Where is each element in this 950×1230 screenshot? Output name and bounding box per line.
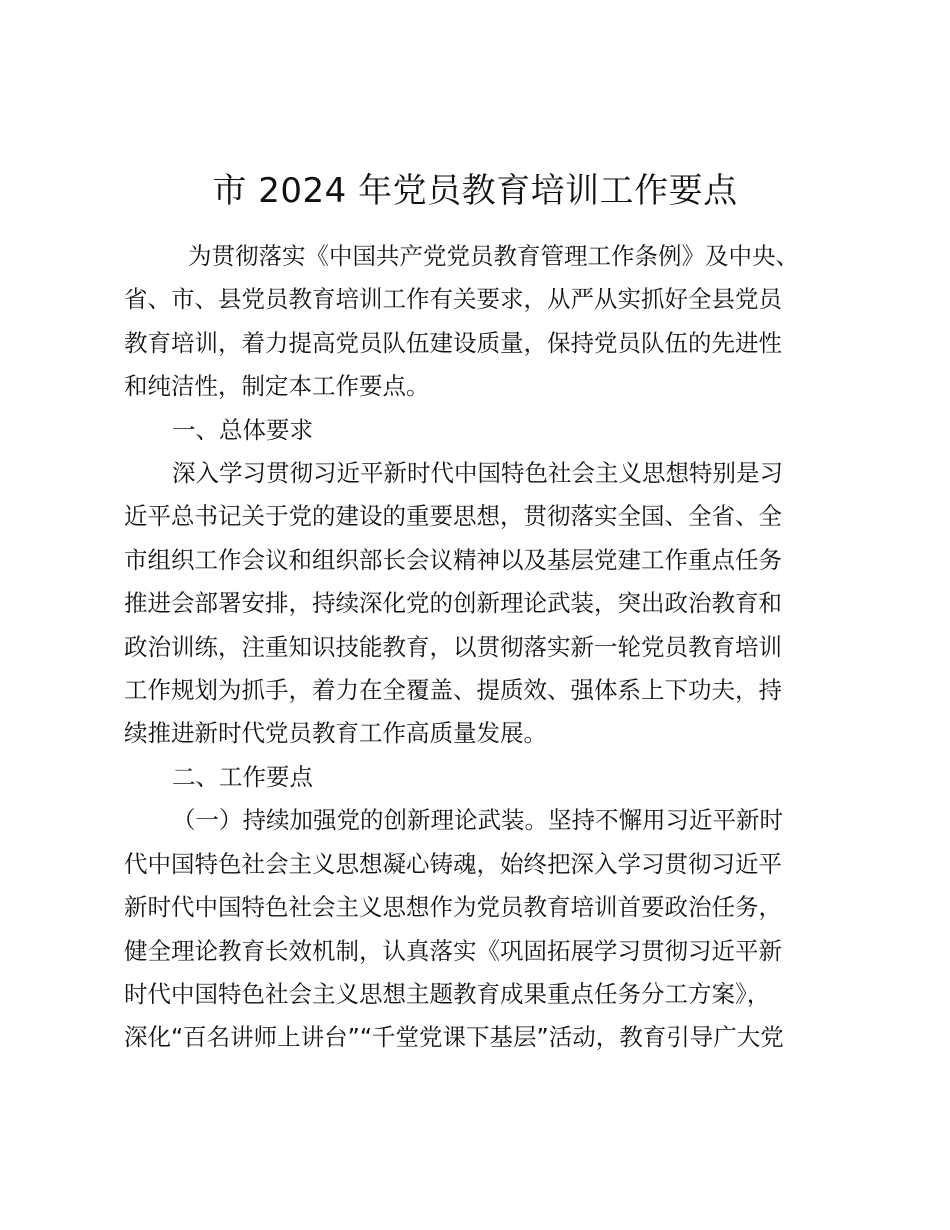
text-line: 健全理论教育长效机制，认真落实《巩固拓展学习贯彻习近平新 (124, 936, 782, 965)
text-line: 为贯彻落实《中国共产党党员教育管理工作条例》及中央、 (188, 242, 799, 270)
body-paragraph (124, 452, 824, 756)
intro-paragraph (124, 235, 824, 409)
body-paragraph (124, 799, 824, 1059)
text-line: （一）持续加强党的创新理论武装。坚持不懈用习近平新时 (172, 806, 783, 835)
text-line: 一、总体要求 (172, 415, 313, 444)
text-line: 续推进新时代党员教育工作高质量发展。 (124, 719, 547, 748)
text-line: 深化“百名讲师上讲台”“千堂党课下基层”活动，教育引导广大党 (124, 1023, 784, 1052)
text-line: 深入学习贯彻习近平新时代中国特色社会主义思想特别是习 (172, 459, 783, 488)
section-heading (124, 756, 824, 799)
text-line: 二、工作要点 (172, 762, 313, 791)
text-line: 推进会部署安排，持续深化党的创新理论武装，突出政治教育和 (124, 589, 782, 618)
text-line: 和纯洁性，制定本工作要点。 (124, 372, 430, 401)
text-line: 省、市、县党员教育培训工作有关要求，从严从实抓好全县党员 (124, 285, 782, 314)
text-line: 代中国特色社会主义思想凝心铸魂，始终把深入学习贯彻习近平 (124, 849, 782, 878)
text-line: 教育培训，着力提高党员队伍建设质量，保持党员队伍的先进性 (124, 328, 782, 357)
text-line: 政治训练，注重知识技能教育，以贯彻落实新一轮党员教育培训 (124, 632, 782, 661)
text-line: 新时代中国特色社会主义思想作为党员教育培训首要政治任务， (124, 893, 782, 922)
document-body (124, 235, 824, 1060)
section-heading (124, 409, 824, 452)
document-title: 市 2024 年党员教育培训工作要点 (212, 171, 738, 211)
text-line: 时代中国特色社会主义思想主题教育成果重点任务分工方案》， (124, 979, 771, 1008)
text-line: 市组织工作会议和组织部长会议精神以及基层党建工作重点任务 (124, 545, 782, 574)
text-line: 工作规划为抓手，着力在全覆盖、提质效、强体系上下功夫，持 (124, 676, 782, 705)
text-line: 近平总书记关于党的建设的重要思想，贯彻落实全国、全省、全 (124, 502, 782, 531)
